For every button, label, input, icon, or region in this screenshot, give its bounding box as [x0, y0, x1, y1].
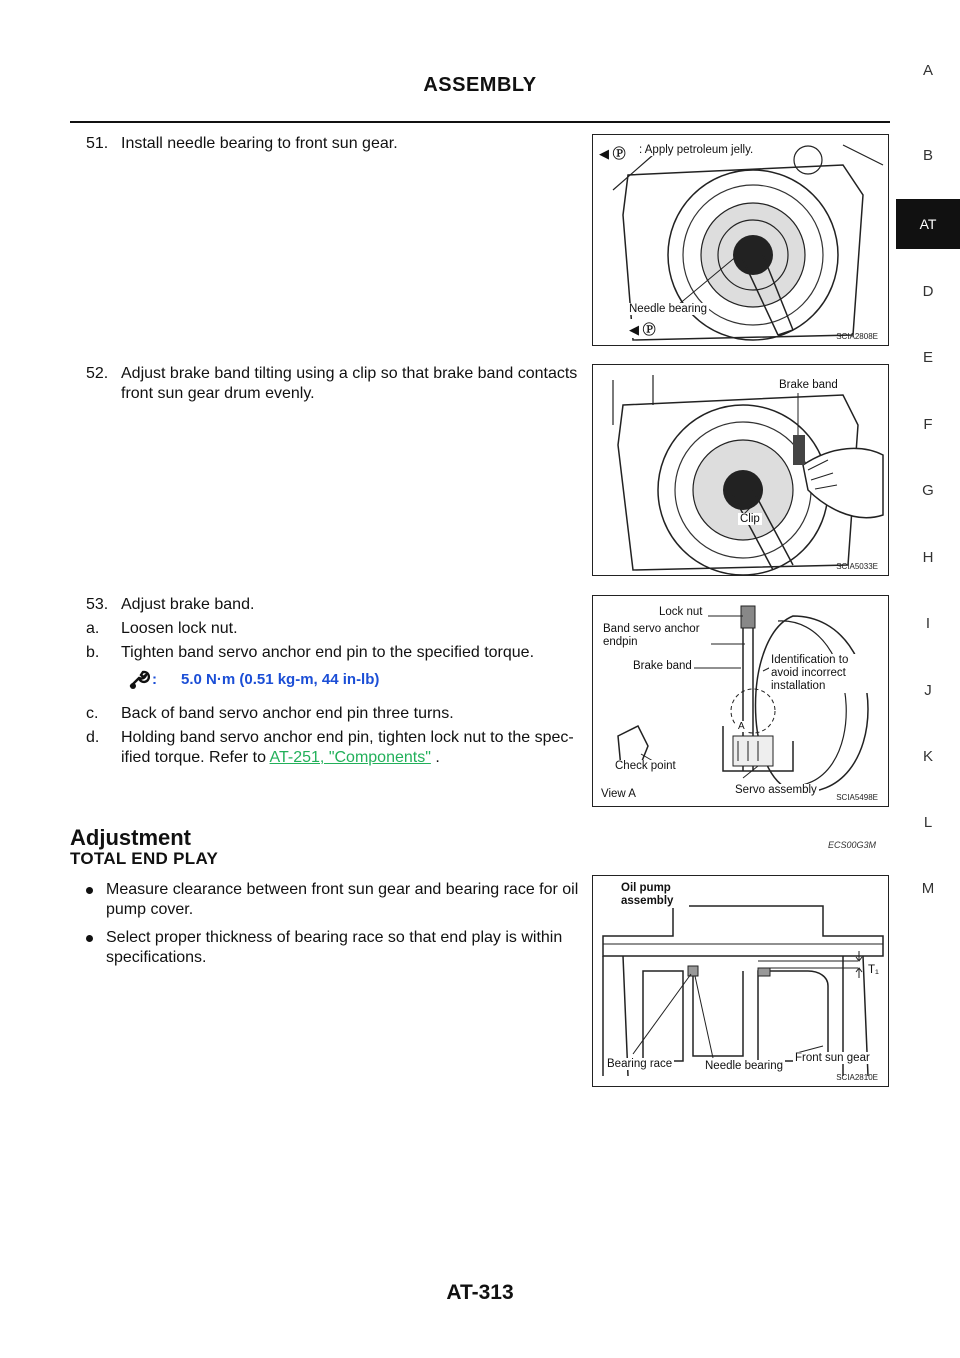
- tab-i[interactable]: I: [925, 615, 931, 632]
- torque-value: 5.0 N·m (0.51 kg-m, 44 in-lb): [181, 671, 380, 688]
- figure-total-end-play: [592, 875, 889, 1087]
- petroleum-jelly-icon: ◀ Ⓟ: [597, 143, 628, 162]
- brake-band-clip-illustration: [593, 365, 889, 576]
- section-code: ECS00G3M: [828, 840, 877, 850]
- substep-text: Tighten band servo anchor end pin to the specified torque.: [121, 644, 535, 661]
- tab-h[interactable]: H: [922, 549, 934, 566]
- step-number: 53.: [86, 596, 109, 613]
- tab-m[interactable]: M: [921, 880, 935, 897]
- label-bearing-race: Bearing race: [607, 1058, 673, 1070]
- substep-text-part: .: [430, 749, 440, 766]
- tab-f[interactable]: F: [923, 416, 933, 433]
- figure-band-servo: [592, 595, 889, 807]
- bullet-text: Measure clearance between front sun gear and bearing race for oil pump cover.: [106, 881, 579, 918]
- bullet-text: Select proper thickness of bearing race so that end play is within specifications.: [106, 929, 563, 966]
- page-title: ASSEMBLY: [423, 74, 537, 96]
- bullet-dot: [86, 935, 93, 942]
- label-front-sun-gear: Front sun gear: [795, 1052, 870, 1064]
- substep-text: [121, 728, 581, 768]
- substep-text: Back of band servo anchor end pin three turns.: [121, 705, 454, 722]
- substep-letter: d.: [86, 729, 100, 746]
- label-view-a: View A: [601, 788, 636, 800]
- tab-j[interactable]: J: [924, 682, 932, 699]
- subsection-heading: TOTAL END PLAY: [70, 849, 219, 868]
- figure-id: SCIA5498E: [836, 793, 878, 802]
- tab-l[interactable]: L: [923, 814, 933, 831]
- label-check-point: Check point: [615, 760, 676, 772]
- bullet-dot: [86, 887, 93, 894]
- components-link[interactable]: AT-251, "Components": [269, 749, 431, 766]
- figure-id: SCIA2810E: [836, 1073, 878, 1082]
- substep-letter: a.: [86, 620, 100, 637]
- tab-b[interactable]: B: [922, 147, 933, 164]
- figure-brake-band-clip: [592, 364, 889, 576]
- step-number: 52.: [86, 365, 109, 382]
- label-needle-bearing: Needle bearing: [705, 1060, 784, 1072]
- step-text: Adjust brake band.: [121, 596, 255, 613]
- petroleum-jelly-icon: ◀ Ⓟ: [627, 319, 658, 338]
- step-number: 51.: [86, 135, 109, 152]
- section-heading: Adjustment: [70, 825, 191, 850]
- label-apply-jelly: : Apply petroleum jelly.: [639, 144, 754, 156]
- step-text: Install needle bearing to front sun gear.: [121, 135, 398, 152]
- page-number: AT-313: [446, 1281, 514, 1304]
- label-oil-pump: Oil pump assembly: [619, 882, 689, 908]
- label-t1: T₁: [868, 964, 879, 976]
- figure-needle-bearing: [592, 134, 889, 346]
- title-rule: [70, 121, 890, 123]
- step-text: Adjust brake band tilting using a clip so that brake band contacts front sun gear drum evenly.: [121, 365, 578, 402]
- tab-a[interactable]: A: [922, 62, 933, 79]
- torque-colon: :: [152, 671, 157, 688]
- label-anchor-endpin: Band servo anchor endpin: [601, 623, 711, 649]
- substep-letter: c.: [86, 705, 99, 722]
- label-clip: Clip: [740, 513, 760, 525]
- figure-id: SCIA5033E: [836, 562, 878, 571]
- tab-at[interactable]: AT: [896, 199, 960, 249]
- label-needle-bearing: Needle bearing: [629, 303, 708, 315]
- label-identification: Identification to avoid incorrect installation: [769, 654, 869, 693]
- tab-g[interactable]: G: [922, 482, 934, 499]
- label-brake-band: Brake band: [779, 379, 838, 391]
- tab-d[interactable]: D: [922, 283, 934, 300]
- figure-id: SCIA2808E: [836, 332, 878, 341]
- substep-text-part: Holding band servo anchor end pin, tighten lock nut to the spec-ified torque. Refer to: [121, 729, 574, 766]
- label-a-mark: A: [738, 721, 745, 732]
- torque-wrench-icon: [128, 669, 150, 691]
- label-servo-assembly: Servo assembly: [735, 784, 817, 796]
- substep-text: Loosen lock nut.: [121, 620, 238, 637]
- tab-e[interactable]: E: [922, 349, 933, 366]
- substep-letter: b.: [86, 644, 100, 661]
- label-lock-nut: Lock nut: [659, 606, 703, 618]
- tab-k[interactable]: K: [922, 748, 933, 765]
- label-brake-band: Brake band: [633, 660, 692, 672]
